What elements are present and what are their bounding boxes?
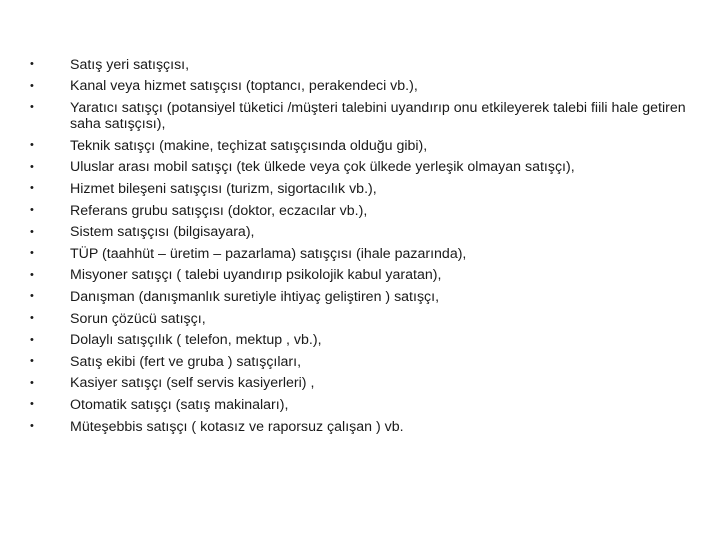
list-item-text: TÜP (taahhüt – üretim – pazarlama) satışçısı (ihale pazarında), bbox=[70, 245, 467, 262]
bullet-dot: • bbox=[30, 58, 34, 70]
bullet-dot: • bbox=[30, 101, 34, 114]
list-item bbox=[30, 286, 690, 308]
list-item-text: Dolaylı satışçılık ( telefon, mektup , vb.), bbox=[70, 332, 322, 349]
bullet-dot: • bbox=[30, 355, 34, 368]
bullet-dot: • bbox=[30, 398, 34, 411]
list-item-text: Müteşebbis satışçı ( kotasız ve raporsuz çalışan ) vb. bbox=[70, 418, 404, 435]
list-item-text: Sistem satışçısı (bilgisayara), bbox=[70, 224, 255, 241]
list-item bbox=[30, 54, 690, 76]
list-item-text: Referans grubu satışçısı (doktor, eczacılar vb.), bbox=[70, 202, 368, 219]
list-item bbox=[30, 394, 690, 416]
bullet-dot: • bbox=[30, 160, 34, 173]
bullet-dot: • bbox=[30, 333, 34, 346]
list-item bbox=[30, 330, 690, 352]
bullet-dot: • bbox=[30, 225, 34, 238]
list-item bbox=[30, 200, 690, 222]
bullet-dot: • bbox=[30, 376, 34, 389]
list-item bbox=[30, 243, 690, 265]
list-item bbox=[30, 265, 690, 287]
list-item-text: Misyoner satışçı ( talebi uyandırıp psikolojik kabul yaratan), bbox=[70, 267, 442, 284]
bullet-dot: • bbox=[30, 290, 34, 303]
list-item-text: Satış ekibi (fert ve gruba ) satışçıları, bbox=[70, 353, 302, 370]
bullet-dot: • bbox=[30, 312, 34, 325]
list-item-text: Yaratıcı satışçı (potansiyel tüketici /müşteri talebini uyandırıp onu etkileyerek talebi fiili hale getiren saha satışçısı), bbox=[70, 99, 686, 133]
list-item-text: Kanal veya hizmet satışçısı (toptancı, perakendeci vb.), bbox=[70, 78, 418, 95]
list-item-text: Satış yeri satışçısı, bbox=[70, 56, 190, 73]
list-item-text: Hizmet bileşeni satışçısı (turizm, sigortacılık vb.), bbox=[70, 180, 377, 197]
bullet-list bbox=[30, 54, 690, 438]
list-item bbox=[30, 416, 690, 438]
bullet-dot: • bbox=[30, 182, 34, 195]
bullet-dot: • bbox=[30, 204, 34, 217]
list-item bbox=[30, 373, 690, 395]
list-item bbox=[30, 178, 690, 200]
bullet-dot: • bbox=[30, 247, 34, 260]
list-item-text: Kasiyer satışçı (self servis kasiyerleri) , bbox=[70, 375, 315, 392]
list-item-text: Uluslar arası mobil satışçı (tek ülkede veya çok ülkede yerleşik olmayan satışçı), bbox=[70, 159, 575, 176]
list-item-text: Sorun çözücü satışçı, bbox=[70, 310, 206, 327]
bullet-dot: • bbox=[30, 79, 34, 92]
list-item bbox=[30, 76, 690, 98]
bullet-dot: • bbox=[30, 139, 34, 152]
list-item bbox=[30, 135, 690, 157]
bullet-dot: • bbox=[30, 268, 34, 281]
bullet-dot: • bbox=[30, 420, 34, 432]
list-item bbox=[30, 157, 690, 179]
list-item bbox=[30, 308, 690, 330]
list-item-text: Teknik satışçı (makine, teçhizat satışçısında olduğu gibi), bbox=[70, 137, 428, 154]
list-item-text: Danışman (danışmanlık suretiyle ihtiyaç geliştiren ) satışçı, bbox=[70, 288, 440, 305]
list-item bbox=[30, 222, 690, 244]
list-item bbox=[30, 97, 690, 135]
list-item-text: Otomatik satışçı (satış makinaları), bbox=[70, 396, 289, 413]
list-item bbox=[30, 351, 690, 373]
